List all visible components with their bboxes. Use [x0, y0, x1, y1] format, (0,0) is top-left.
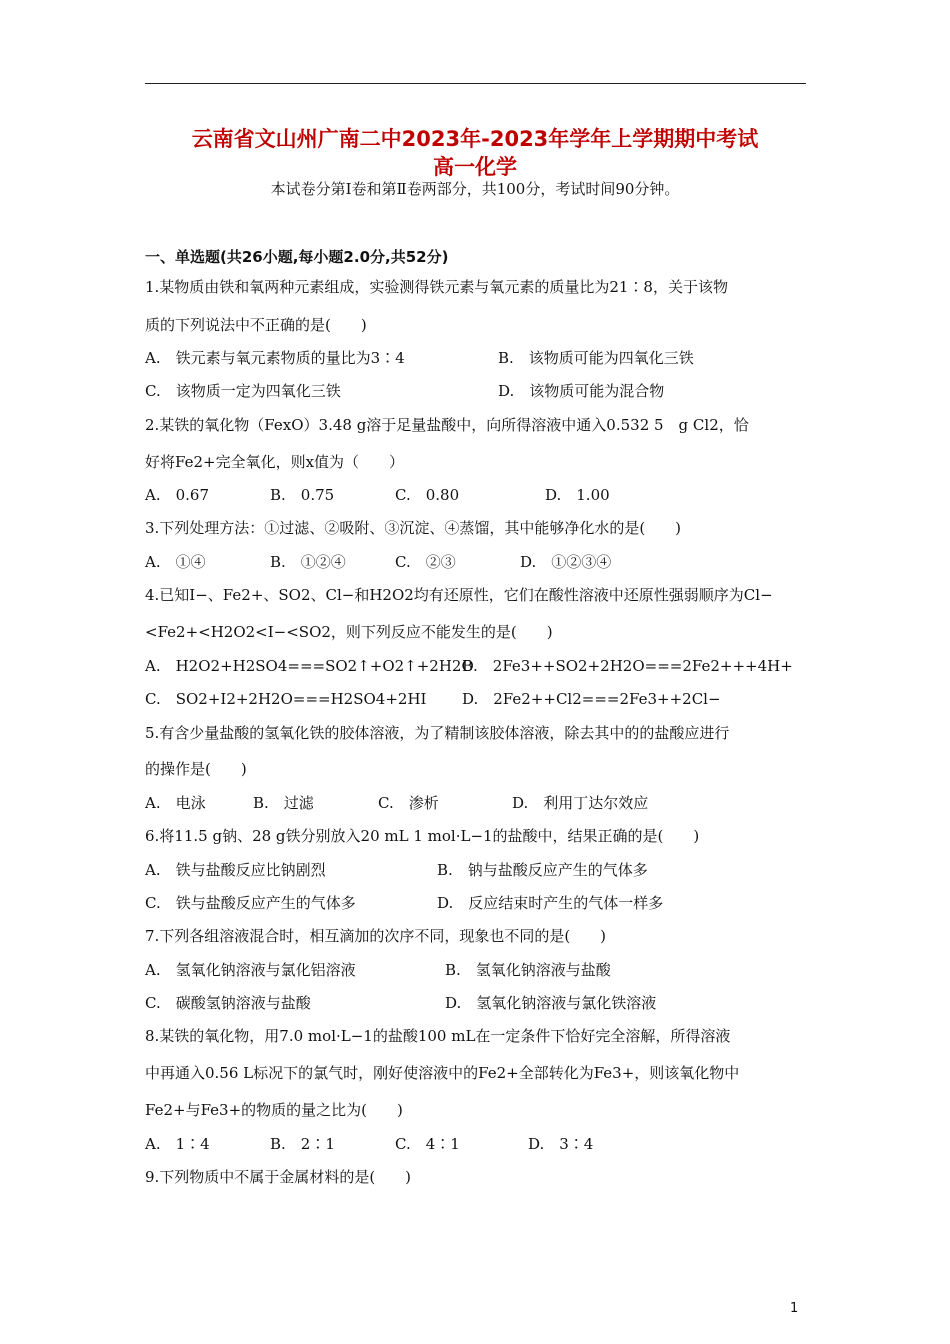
question-6-option-b: B. 钠与盐酸反应产生的气体多 [437, 861, 648, 879]
question-2-option-c: C. 0.80 [395, 486, 460, 504]
question-1-option-d: D. 该物质可能为混合物 [498, 382, 665, 400]
question-1-stem: 1.某物质由铁和氧两种元素组成，实验测得铁元素与氧元素的质量比为21∶8，关于该物 [145, 278, 728, 296]
question-5-option-d: D. 利用丁达尔效应 [512, 794, 649, 812]
question-5-option-b: B. 过滤 [253, 794, 314, 812]
question-3-stem: 3.下列处理方法：①过滤、②吸附、③沉淀、④蒸馏，其中能够净化水的是( ) [145, 519, 682, 537]
question-8-option-d: D. 3∶4 [528, 1135, 594, 1153]
question-8-stem-cont: 中再通入0.56 L标况下的氯气时，刚好使溶液中的Fe2+全部转化为Fe3+，则该氧化物中 [145, 1064, 740, 1082]
question-1-option-c: C. 该物质一定为四氧化三铁 [145, 382, 341, 400]
section-heading: 一、单选题(共26小题,每小题2.0分,共52分) [145, 248, 449, 266]
question-8-stem: 8.某铁的氧化物，用7.0 mol·L−1的盐酸100 mL在一定条件下恰好完全溶解，所得溶液 [145, 1027, 731, 1045]
question-5-option-a: A. 电泳 [145, 794, 206, 812]
question-3-option-c: C. ②③ [395, 553, 456, 571]
question-4-option-c: C. SO2+I2+2H2O===H2SO4+2HI [145, 690, 427, 708]
question-6-option-d: D. 反应结束时产生的气体一样多 [437, 894, 664, 912]
question-7-option-b: B. 氢氧化钠溶液与盐酸 [445, 961, 611, 979]
question-8-stem-cont2: Fe2+与Fe3+的物质的量之比为( ) [145, 1101, 403, 1119]
question-8-option-c: C. 4∶1 [395, 1135, 460, 1153]
question-6-stem: 6.将11.5 g钠、28 g铁分别放入20 mL 1 mol·L−1的盐酸中，结果正确的是( ) [145, 827, 700, 845]
exam-subject: 高一化学 [433, 155, 517, 179]
question-4-option-d: D. 2Fe2++Cl2===2Fe3++2Cl− [462, 690, 721, 708]
exam-title: 云南省文山州广南二中2023年-2023年学年上学期期中考试 [191, 127, 759, 151]
question-9-stem: 9.下列物质中不属于金属材料的是( ) [145, 1168, 412, 1186]
question-5-stem-cont: 的操作是( ) [145, 760, 247, 778]
question-7-stem: 7.下列各组溶液混合时，相互滴加的次序不同，现象也不同的是( ) [145, 927, 607, 945]
header-rule [145, 83, 806, 84]
question-6-option-c: C. 铁与盐酸反应产生的气体多 [145, 894, 356, 912]
question-1-option-a: A. 铁元素与氧元素物质的量比为3∶4 [145, 349, 405, 367]
question-4-option-b: B. 2Fe3++SO2+2H2O===2Fe2+++4H+ [462, 657, 793, 675]
question-5-option-c: C. 渗析 [378, 794, 439, 812]
question-2-option-b: B. 0.75 [270, 486, 335, 504]
question-8-option-a: A. 1∶4 [145, 1135, 210, 1153]
question-1-stem-cont: 质的下列说法中不正确的是( ) [145, 316, 367, 334]
question-2-stem-cont: 好将Fe2+完全氧化，则x值为（ ） [145, 453, 405, 471]
question-3-option-d: D. ①②③④ [520, 553, 612, 571]
question-4-stem: 4.已知I−、Fe2+、SO2、Cl−和H2O2均有还原性，它们在酸性溶液中还原性强弱顺序为Cl− [145, 586, 773, 604]
question-8-option-b: B. 2∶1 [270, 1135, 335, 1153]
question-3-option-a: A. ①④ [145, 553, 206, 571]
question-7-option-d: D. 氢氧化钠溶液与氯化铁溶液 [445, 994, 657, 1012]
question-6-option-a: A. 铁与盐酸反应比钠剧烈 [145, 861, 326, 879]
question-7-option-c: C. 碳酸氢钠溶液与盐酸 [145, 994, 311, 1012]
question-2-option-a: A. 0.67 [145, 486, 209, 504]
exam-instructions: 本试卷分第Ⅰ卷和第Ⅱ卷两部分，共100分，考试时间90分钟。 [270, 180, 680, 198]
question-1-option-b: B. 该物质可能为四氧化三铁 [498, 349, 694, 367]
question-4-option-a: A. H2O2+H2SO4===SO2↑+O2↑+2H2O [145, 657, 474, 675]
question-2-stem: 2.某铁的氧化物（FexO）3.48 g溶于足量盐酸中，向所得溶液中通入0.532 5 g Cl2，恰 [145, 416, 749, 434]
page-number: 1 [790, 1301, 799, 1316]
question-2-option-d: D. 1.00 [545, 486, 610, 504]
question-5-stem: 5.有含少量盐酸的氢氧化铁的胶体溶液，为了精制该胶体溶液，除去其中的的盐酸应进行 [145, 724, 730, 742]
question-7-option-a: A. 氢氧化钠溶液与氯化铝溶液 [145, 961, 356, 979]
question-3-option-b: B. ①②④ [270, 553, 346, 571]
question-4-stem-cont: <Fe2+<H2O2<I−<SO2，则下列反应不能发生的是( ) [145, 623, 553, 641]
